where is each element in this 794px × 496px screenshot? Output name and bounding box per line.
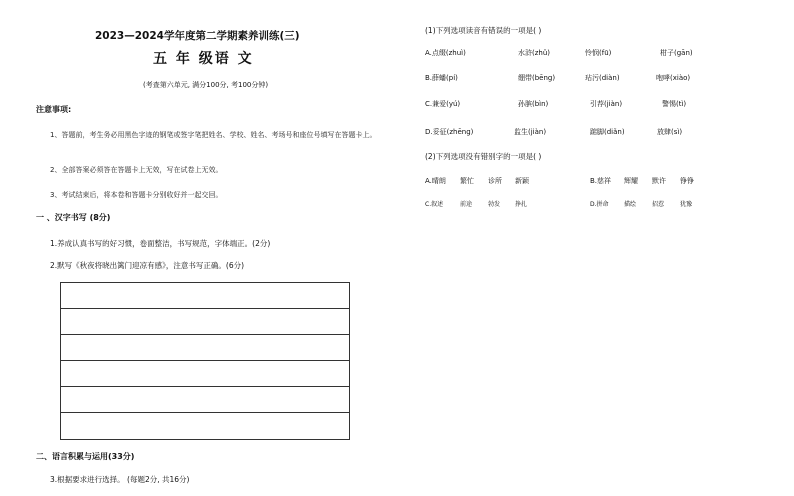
note-1: 1、答题前，考生务必用黑色字迹的钢笔或签字笔把姓名、学校、姓名、考场号和座位号填写在答题卡上。 [50,131,377,139]
option-a-4: 柑子(gān) [660,49,693,57]
option-c-1: C.兼爱(yú) [425,100,461,108]
option-d-4: 放肆(sì) [657,128,683,136]
option-c-3: 引荐(jiàn) [590,100,623,108]
option-c-word-1: C.叙述 [425,201,444,208]
writing-line[interactable] [61,361,349,387]
option-d-word-1: D.拼命 [590,201,609,208]
option-b-word-4: 铮铮 [680,177,694,185]
grade-subject-title: 五 年 级语 文 [153,51,254,67]
question-1: 1.养成认真书写的好习惯，卷面整洁，书写规范，字体端正。(2分) [50,239,271,248]
option-b-word-3: 默许 [652,177,666,185]
exam-title: 2023—2024学年度第二学期素养训练(三) [95,30,300,42]
writing-grid[interactable] [60,282,350,440]
option-b-2: 绷带(bēng) [518,74,556,82]
option-b-3: 玷污(diàn) [585,74,620,82]
option-c-4: 警惕(tì) [662,100,687,108]
option-d-2: 监生(jiàn) [514,128,547,136]
writing-line[interactable] [61,387,349,413]
option-b-4: 咆哮(xiào) [656,74,691,82]
option-b-1: B.薛蟠(pí) [425,74,458,82]
writing-line[interactable] [61,309,349,335]
notes-heading: 注意事项: [36,105,72,114]
question-3-1-stem: (1)下列选项读音有错误的一项是( ) [425,26,542,35]
option-a-1: A.点缀(zhuì) [425,49,466,57]
option-c-word-4: 挣扎 [515,201,528,208]
writing-line[interactable] [61,413,349,439]
question-2: 2.默写《秋夜将晓出篱门迎凉有感》，注意书写正确。(6分) [50,261,245,270]
question-3-2-stem: (2)下列选项没有错别字的一项是( ) [425,152,542,161]
option-a-word-2: 繁忙 [460,177,474,185]
question-3: 3.根据要求进行选择。 (每题2分, 共16分) [50,475,190,484]
option-c-word-2: 前途 [460,201,473,208]
option-b-word-1: B.慈祥 [590,177,612,185]
exam-scope: (考查第六单元, 满分100分, 考100分钟) [143,81,269,89]
option-d-word-4: 犹豫 [680,201,693,208]
option-c-word-3: 勃发 [488,201,501,208]
option-a-3: 怜悯(fū) [585,49,612,57]
section2-heading: 二、语言积累与运用(33分) [36,452,135,461]
option-a-word-3: 诊所 [488,177,502,185]
note-3: 3、考试结束后，将本卷和答题卡分别收好并一起交回。 [50,191,223,199]
option-a-word-4: 新颖 [515,177,529,185]
option-d-word-2: 描绘 [624,201,637,208]
option-b-word-2: 辉耀 [624,177,638,185]
option-a-2: 水浒(zhǔ) [518,49,551,57]
option-d-3: 踮脚(diǎn) [590,128,625,136]
option-a-word-1: A.晴朗 [425,177,446,185]
note-2: 2、全部答案必须答在答题卡上无效，写在试卷上无效。 [50,166,223,174]
writing-line[interactable] [61,283,349,309]
section1-heading: 一 、汉字书写 (8分) [36,213,111,222]
option-c-2: 孙膑(bìn) [518,100,549,108]
option-d-1: D.妥征(zhēng) [425,128,474,136]
writing-line[interactable] [61,335,349,361]
option-d-word-3: 招惹 [652,201,665,208]
